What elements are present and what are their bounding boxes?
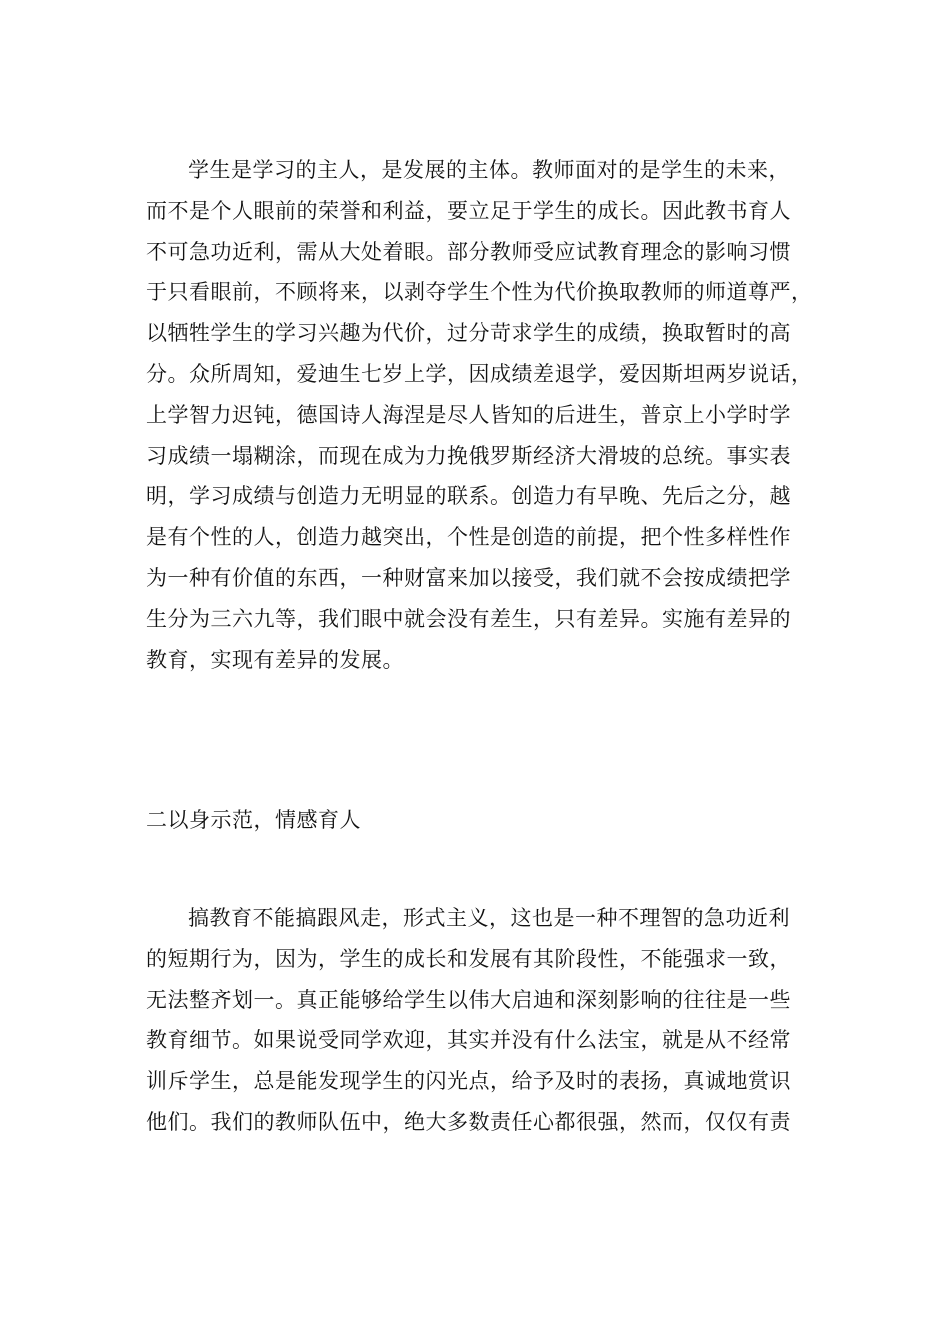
paragraph-line: 搞教育不能搞跟风走，形式主义，这也是一种不理智的急功近利 bbox=[188, 906, 790, 930]
paragraph-line: 习成绩一塌糊涂，而现在成为力挽俄罗斯经济大滑坡的总统。事实表 bbox=[146, 443, 791, 468]
paragraph-line: 训斥学生，总是能发现学生的闪光点，给予及时的表扬，真诚地赏识 bbox=[146, 1069, 791, 1094]
paragraph-line: 于只看眼前，不顾将来，以剥夺学生个性为代价换取教师的师道尊严， bbox=[146, 280, 813, 305]
paragraph-line: 教育细节。如果说受同学欢迎，其实并没有什么法宝，就是从不经常 bbox=[146, 1028, 791, 1053]
paragraph-line: 的短期行为，因为，学生的成长和发展有其阶段性，不能强求一致， bbox=[146, 946, 791, 971]
paragraph-line: 上学智力迟钝，德国诗人海涅是尽人皆知的后进生，普京上小学时学 bbox=[146, 402, 791, 427]
paragraph-line: 不可急功近利，需从大处着眼。部分教师受应试教育理念的影响习惯 bbox=[146, 239, 791, 264]
paragraph-line: 而不是个人眼前的荣誉和利益，要立足于学生的成长。因此教书育人 bbox=[146, 198, 791, 223]
paragraph-line: 生分为三六九等，我们眼中就会没有差生，只有差异。实施有差异的 bbox=[146, 606, 791, 631]
paragraph-line: 无法整齐划一。真正能够给学生以伟大启迪和深刻影响的往往是一些 bbox=[146, 987, 791, 1012]
section-heading-text: 二以身示范，情感育人 bbox=[146, 808, 361, 832]
section-heading bbox=[146, 800, 826, 841]
paragraph-education-details bbox=[146, 898, 826, 1143]
paragraph-student-subject bbox=[146, 150, 826, 680]
paragraph-line: 是有个性的人，创造力越突出，个性是创造的前提，把个性多样性作 bbox=[146, 525, 791, 550]
paragraph-line: 分。众所周知，爱迪生七岁上学，因成绩差退学，爱因斯坦两岁说话， bbox=[146, 361, 813, 386]
paragraph-line: 为一种有价值的东西，一种财富来加以接受，我们就不会按成绩把学 bbox=[146, 565, 791, 590]
paragraph-line: 以牺牲学生的学习兴趣为代价，过分苛求学生的成绩，换取暂时的高 bbox=[146, 321, 791, 346]
paragraph-line: 他们。我们的教师队伍中，绝大多数责任心都很强，然而，仅仅有责 bbox=[146, 1109, 791, 1134]
paragraph-line: 学生是学习的主人，是发展的主体。教师面对的是学生的未来， bbox=[188, 158, 790, 182]
paragraph-line: 明，学习成绩与创造力无明显的联系。创造力有早晚、先后之分，越 bbox=[146, 484, 791, 509]
paragraph-line: 教育，实现有差异的发展。 bbox=[146, 647, 404, 672]
